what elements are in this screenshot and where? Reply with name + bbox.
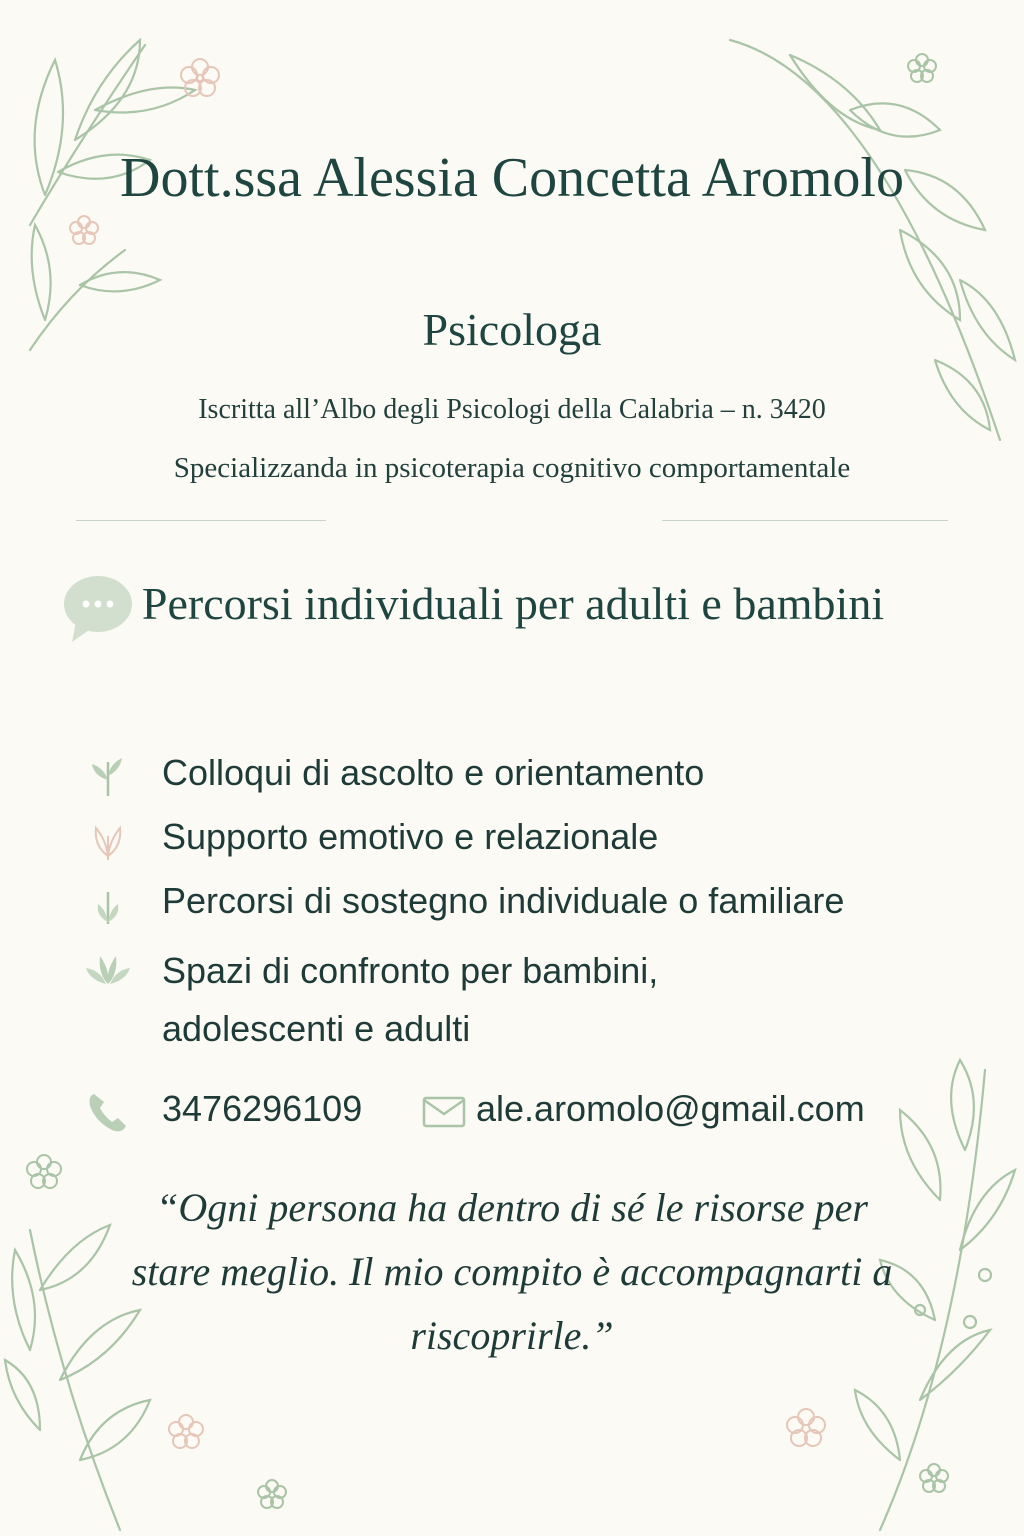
envelope-icon — [422, 1096, 466, 1128]
service-item: Colloqui di ascolto e orientamento — [162, 752, 705, 793]
leaf-sprig-icon — [84, 944, 132, 992]
email-link[interactable]: ale.aromolo@gmail.com — [476, 1088, 865, 1129]
divider-right — [662, 520, 948, 521]
services-heading: Percorsi individuali per adulti e bambini — [141, 578, 885, 629]
practitioner-name: Dott.ssa Alessia Concetta Aromolo — [120, 147, 904, 209]
service-item: Percorsi di sostegno individuale o familiare — [162, 880, 845, 921]
leaf-sprig-icon — [84, 752, 132, 800]
divider-left — [76, 520, 326, 521]
leaf-sprig-icon — [84, 880, 132, 928]
chat-bubble-icon — [62, 572, 134, 644]
service-item: Supporto emotivo e relazionale — [162, 816, 659, 857]
specialization-line: Specializzanda in psicoterapia cognitivo comportamentale — [173, 452, 851, 484]
phone-icon — [84, 1088, 132, 1136]
quote-text: “Ogni persona ha dentro di sé le risorse per stare meglio. Il mio compito è accompagnarti a riscoprirle.” — [131, 1185, 893, 1358]
profession-title: Psicologa — [422, 304, 602, 355]
phone-number[interactable]: 3476296109 — [162, 1088, 363, 1129]
leaf-sprig-icon — [84, 816, 132, 864]
register-line: Iscritta all’Albo degli Psicologi della Calabria – n. 3420 — [198, 394, 826, 425]
service-item: Spazi di confronto per bambini, adolescenti e adulti — [162, 950, 659, 1049]
